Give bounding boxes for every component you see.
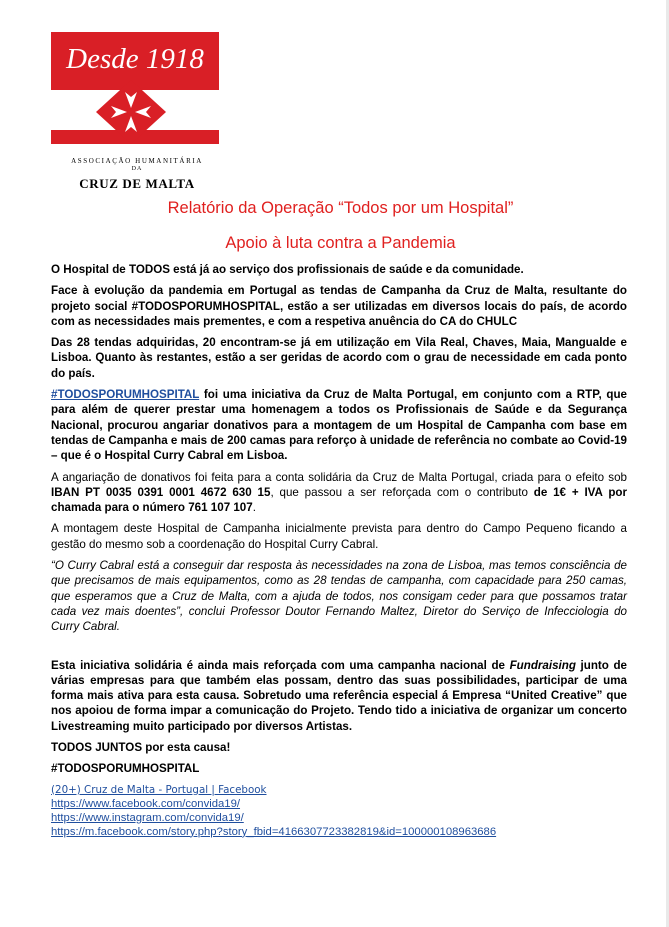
link-facebook-page[interactable]: (20+) Cruz de Malta - Portugal | Facebook (51, 783, 267, 796)
paragraph-together: TODOS JUNTOS por esta causa! (51, 741, 231, 755)
iban: IBAN PT 0035 0391 0001 4672 630 15 (51, 485, 271, 499)
logo-motto: Desde 1918 (66, 43, 204, 75)
link-instagram[interactable]: https://www.instagram.com/convida19/ (51, 811, 244, 824)
paragraph-evolution: Face à evolução da pandemia em Portugal as tendas de Campanha da Cruz de Malta, resultante do projeto social #TODOSPORUMHOSPITAL, estão a ser utilizadas em diversos locais do país, de acordo com as necessidades mais prementes, e com a respetiva anuência do CA do CHULC (51, 284, 627, 328)
maltese-cross-icon (96, 80, 166, 144)
paragraph-initiative (51, 387, 627, 463)
paragraph-assembly: A montagem deste Hospital de Campanha inicialmente prevista para dentro do Campo Pequeno ficando a gestão do mesmo sob a coordenação do Hospital Curry Cabral. (51, 522, 627, 551)
fundraising-text-a: Esta iniciativa solidária é ainda mais reforçada com uma campanha nacional de (51, 658, 510, 672)
paragraph-donations (51, 470, 627, 516)
logo (51, 32, 219, 144)
donations-text-c: . (252, 501, 256, 515)
fundraising-text-b: junto de várias empresas para que também elas possam, dentro das suas possibilidades, participar de uma forma mais ativa para esta causa. Sobretudo uma referência especial á Empresa “United Creative” que nos apoiou de forma impar a comunicação do Projeto. Tendo tido a iniciativa de organizar um concerto Livestreaming muito participado por diversos Artistas. (51, 658, 627, 733)
links-list (51, 783, 627, 839)
spacer (51, 641, 627, 658)
link-facebook-story[interactable]: https://m.facebook.com/story.php?story_fbid=4166307723382819&id=100000108963686 (51, 825, 497, 838)
association-line: ASSOCIAÇÃO HUMANITÁRIA (71, 157, 203, 165)
paragraph-tents: Das 28 tendas adquiridas, 20 encontram-se já em utilização em Vila Real, Chaves, Maia, Mangualde e Lisboa. Quanto às restantes, estão a ser geridas de acordo com o grau de necessidade em cada ponto do país. (51, 336, 627, 380)
report-subtitle: Apoio à luta contra a Pandemia (225, 234, 456, 252)
paragraph-quote: “O Curry Cabral está a conseguir dar resposta às necessidades na zona de Lisboa, mas temos consciência de que precisamos de mais equipamentos, como as 28 tendas de campanha, com capacidade para 250 camas, que esperamos que a Cruz de Malta, com a ajuda de todos, nos consigam ceder para que possamos tratar cada vez mais doentes”, conclui Professor Doutor Fernando Maltez, Diretor do Serviço de Infecciologia do Curry Cabral. (51, 559, 627, 634)
organization-name: CRUZ DE MALTA (79, 176, 195, 191)
association-da: DA (131, 166, 143, 172)
fundraising-word: Fundraising (509, 658, 576, 672)
hashtag-link[interactable]: #TODOSPORUMHOSPITAL (51, 388, 200, 402)
phone-contribution: de 1€ + IVA por chamada para o número 761 107 107 (51, 485, 627, 515)
paragraph-intro: O Hospital de TODOS está já ao serviço dos profissionais de saúde e da comunidade. (51, 263, 524, 276)
paragraph-fundraising (51, 658, 627, 734)
paragraph-hashtag: #TODOSPORUMHOSPITAL (51, 762, 200, 776)
initiative-text: foi uma iniciativa da Cruz de Malta Portugal, em conjunto com a RTP, que para além de querer prestar uma homenagem a todos os Profissionais de Saúde e da Segurança Nacional, procurou angariar donativos para a montagem de um Hospital de Campanha com base em tendas de Campanha e mais de 200 camas para reforço à unidade de referência no combate ao Covid-19 – que é o Hospital Curry Cabral em Lisboa. (51, 388, 627, 463)
report-title: Relatório da Operação “Todos por um Hospital” (167, 199, 514, 217)
document-body (51, 262, 627, 839)
donations-text-b: , que passou a ser reforçada com o contributo (270, 485, 534, 499)
link-facebook[interactable]: https://www.facebook.com/convida19/ (51, 797, 241, 810)
donations-text-a: A angariação de donativos foi feita para a conta solidária da Cruz de Malta Portugal, criada para o efeito sob (51, 470, 627, 484)
